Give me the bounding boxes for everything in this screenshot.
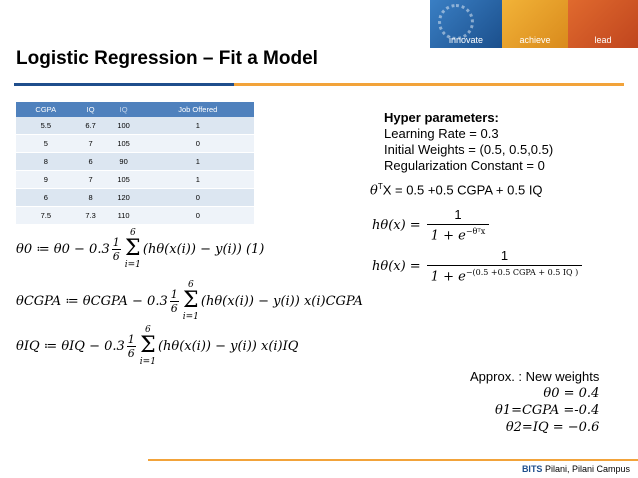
update-lhs: θCGPA ≔ θCGPA − 0.3 bbox=[16, 293, 168, 309]
sigma-icon: Σ bbox=[125, 236, 141, 261]
table-cell: 100 bbox=[106, 117, 142, 135]
fraction-one-sixth bbox=[127, 333, 136, 360]
new-weights-heading: Approx. : New weights bbox=[470, 369, 600, 384]
sigma-icon: Σ bbox=[140, 333, 156, 358]
sigmoid-fraction-expanded bbox=[427, 248, 583, 284]
table-cell: 5 bbox=[16, 135, 76, 153]
table-cell: 120 bbox=[106, 189, 142, 207]
hyper-parameters-block bbox=[384, 110, 553, 174]
fraction-denominator bbox=[427, 265, 583, 284]
table-header: IQ bbox=[106, 102, 142, 117]
divider-part-blue bbox=[14, 83, 234, 86]
table-cell: 1 bbox=[142, 153, 254, 171]
table-header: IQ bbox=[76, 102, 106, 117]
divider-part-orange bbox=[234, 83, 434, 86]
denominator-base: 1 + e bbox=[430, 228, 466, 244]
summation-symbol bbox=[125, 228, 141, 270]
title-divider bbox=[14, 83, 624, 86]
denominator-base: 1 + e bbox=[430, 269, 466, 285]
update-rule-theta-cgpa bbox=[16, 280, 363, 322]
banner-tile-achieve bbox=[502, 0, 568, 48]
summation-bottom: i=1 bbox=[182, 312, 199, 322]
footer-divider bbox=[148, 459, 638, 461]
table-cell: 8 bbox=[76, 189, 106, 207]
sigmoid-fraction bbox=[427, 207, 490, 243]
table-row bbox=[16, 135, 254, 153]
summation-symbol bbox=[183, 280, 199, 322]
sigmoid-lhs: hθ(x) = bbox=[372, 217, 421, 233]
learning-rate-text: Learning Rate = 0.3 bbox=[384, 126, 499, 141]
fraction-denominator: 6 bbox=[112, 249, 120, 263]
brand-banner bbox=[430, 0, 638, 48]
linear-combination-formula bbox=[370, 182, 543, 198]
table-cell: 9 bbox=[16, 171, 76, 189]
table-cell: 6 bbox=[16, 189, 76, 207]
table-row bbox=[16, 117, 254, 135]
sigmoid-formula-expanded bbox=[372, 248, 582, 284]
linear-combination-rhs: X = 0.5 +0.5 CGPA + 0.5 IQ bbox=[382, 182, 543, 198]
table-cell: 5.5 bbox=[16, 117, 76, 135]
table-cell: 90 bbox=[106, 153, 142, 171]
table-cell: 0 bbox=[142, 135, 254, 153]
table-cell: 6 bbox=[76, 153, 106, 171]
fraction-one-sixth bbox=[112, 236, 121, 263]
fraction-numerator: 1 bbox=[112, 235, 120, 249]
fraction-numerator: 1 bbox=[500, 248, 509, 263]
table-cell: 7 bbox=[76, 171, 106, 189]
sigmoid-lhs: hθ(x) = bbox=[372, 258, 421, 274]
update-body: (hθ(x(i)) − y(i)) x(i)CGPA bbox=[200, 293, 363, 309]
table-cell: 1 bbox=[142, 171, 254, 189]
summation-bottom: i=1 bbox=[124, 260, 141, 270]
table-cell: 7.5 bbox=[16, 207, 76, 225]
summation-bottom: i=1 bbox=[139, 357, 156, 367]
table-cell: 110 bbox=[106, 207, 142, 225]
fraction-numerator: 1 bbox=[170, 287, 178, 301]
update-body: (hθ(x(i)) − y(i)) x(i)IQ bbox=[157, 338, 299, 354]
divider-part-red bbox=[434, 83, 624, 86]
banner-tile-lead bbox=[568, 0, 638, 48]
table-cell: 0 bbox=[142, 189, 254, 207]
table-cell: 0 bbox=[142, 207, 254, 225]
transpose-mark: T bbox=[377, 182, 383, 191]
update-rule-theta0 bbox=[16, 228, 264, 270]
training-data-table bbox=[16, 102, 254, 225]
update-rule-theta-iq bbox=[16, 325, 298, 367]
table-cell: 7 bbox=[76, 135, 106, 153]
table-cell: 7.3 bbox=[76, 207, 106, 225]
fraction-denominator bbox=[427, 224, 490, 243]
footer-org: BITS bbox=[521, 464, 543, 474]
denominator-exponent: −θᵀx bbox=[465, 227, 486, 236]
regularization-text: Regularization Constant = 0 bbox=[384, 158, 545, 173]
table-header: Job Offered bbox=[142, 102, 254, 117]
theta-symbol: θ bbox=[370, 183, 378, 199]
banner-label-achieve: achieve bbox=[519, 35, 551, 45]
denominator-exponent: −(0.5 +0.5 CGPA + 0.5 IQ ) bbox=[465, 268, 579, 277]
sigma-icon: Σ bbox=[183, 288, 199, 313]
table-cell: 1 bbox=[142, 117, 254, 135]
new-weights-block bbox=[470, 368, 599, 436]
table-row bbox=[16, 189, 254, 207]
update-lhs: θ0 ≔ θ0 − 0.3 bbox=[16, 241, 110, 257]
fraction-numerator: 1 bbox=[454, 207, 462, 222]
table-header-row bbox=[16, 102, 254, 117]
table-cell: 6.7 bbox=[76, 117, 106, 135]
table-header: CGPA bbox=[16, 102, 76, 117]
footer-campus: Pilani, Pilani Campus bbox=[542, 464, 630, 474]
table-row bbox=[16, 153, 254, 171]
summation-top: 6 bbox=[144, 325, 151, 335]
initial-weights-text: Initial Weights = (0.5, 0.5,0.5) bbox=[384, 142, 554, 157]
fraction-one-sixth bbox=[170, 288, 179, 315]
fraction-denominator: 6 bbox=[127, 346, 135, 360]
new-weight-theta-cgpa: θ1=CGPA =-0.4 bbox=[494, 403, 600, 418]
summation-symbol bbox=[140, 325, 156, 367]
table-cell: 8 bbox=[16, 153, 76, 171]
banner-tile-innovate bbox=[430, 0, 502, 48]
table-row bbox=[16, 171, 254, 189]
table-cell: 105 bbox=[106, 135, 142, 153]
hyper-parameters-heading: Hyper parameters: bbox=[384, 110, 499, 125]
table-row bbox=[16, 207, 254, 225]
fraction-denominator: 6 bbox=[170, 301, 178, 315]
update-lhs: θIQ ≔ θIQ − 0.3 bbox=[16, 338, 125, 354]
summation-top: 6 bbox=[129, 228, 136, 238]
footer-text bbox=[522, 464, 630, 474]
fraction-numerator: 1 bbox=[127, 332, 135, 346]
banner-label-innovate: innovate bbox=[448, 35, 484, 45]
sigmoid-formula bbox=[372, 207, 489, 243]
banner-label-lead: lead bbox=[594, 35, 612, 45]
slide-title: Logistic Regression – Fit a Model bbox=[16, 48, 318, 69]
new-weight-theta-iq: θ2=IQ = −0.6 bbox=[505, 420, 600, 435]
table-cell: 105 bbox=[106, 171, 142, 189]
summation-top: 6 bbox=[187, 280, 194, 290]
new-weight-theta0: θ0 = 0.4 bbox=[543, 386, 600, 401]
update-body: (hθ(x(i)) − y(i)) (1) bbox=[142, 241, 265, 257]
